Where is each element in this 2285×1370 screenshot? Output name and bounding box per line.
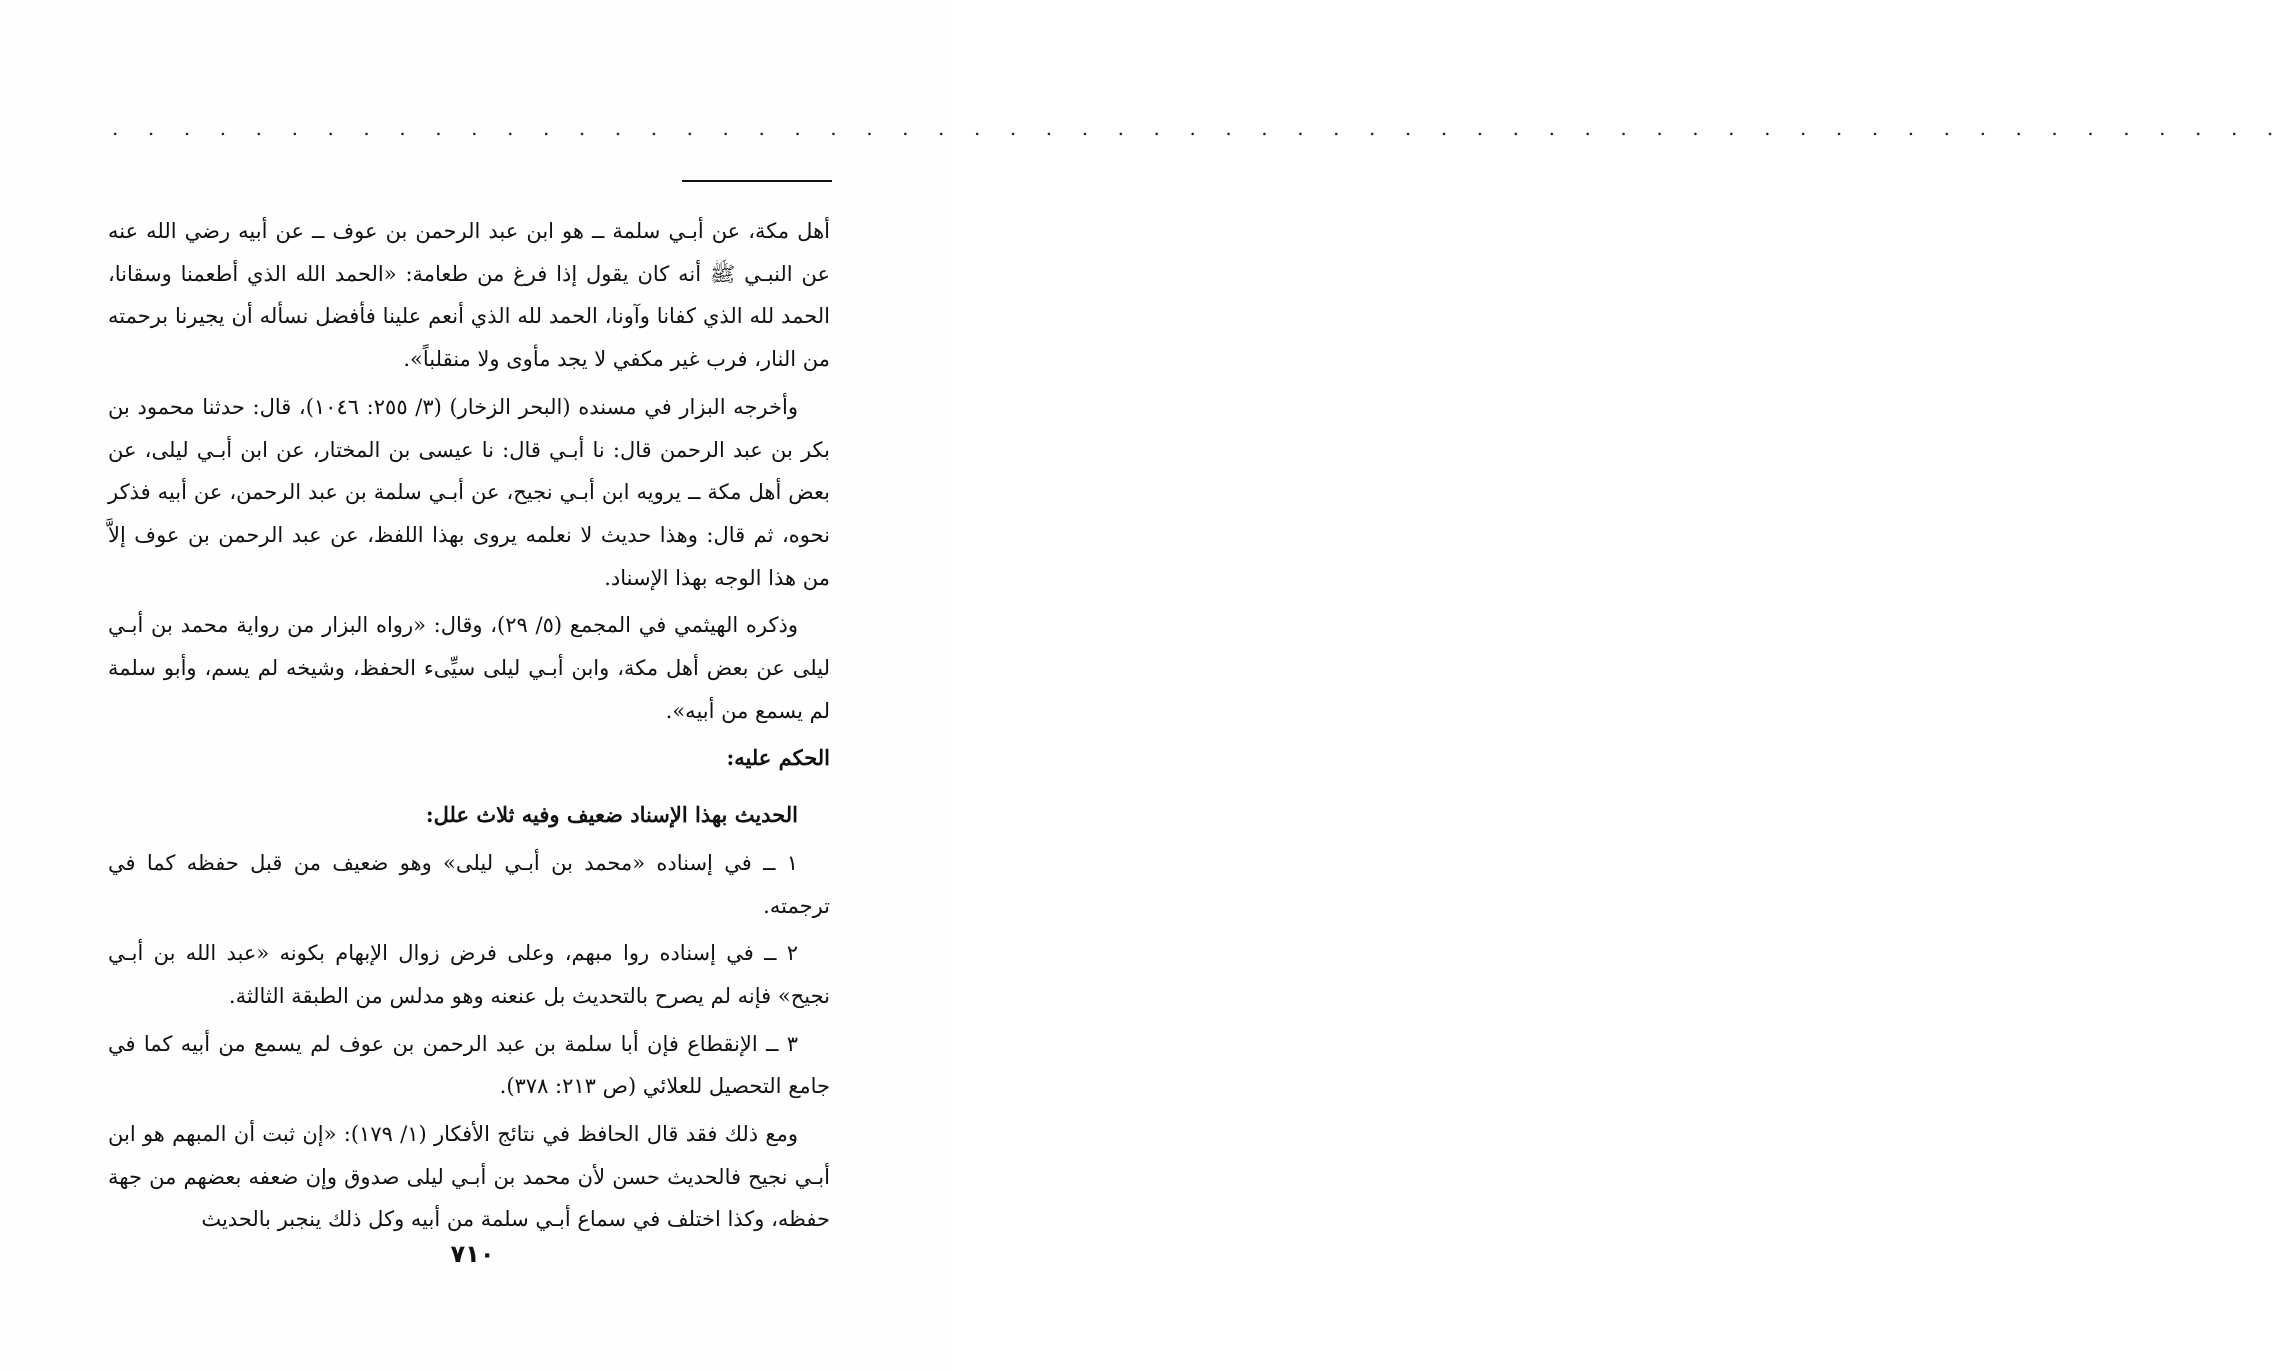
paragraph-hafiz-quote: ومع ذلك فقد قال الحافظ في نتائج الأفكار (١/ ١٧٩): «إن ثبت أن المبهم هو ابن أبـي نجيح فالحديث حسن لأن محمد بن أبـي ليلى صدوق وإن ضعفه بعضهم من جهة حفظه، وكذا اختلف في سماع أبـي سلمة من أبيه وكل ذلك ينجبر بالحديث xyxy=(108,1122,830,1232)
paragraph-haythami: وذكره الهيثمي في المجمع (٥/ ٢٩)، وقال: «رواه البزار من رواية محمد بن أبـي ليلى عن بعض أهل مكة، وابن أبـي ليلى سيِّىء الحفظ، وشيخه لم يسم، وأبو سلمة لم يسمع من أبيه». xyxy=(108,613,830,723)
page-number: ٧١٠ xyxy=(450,1240,495,1268)
page-body xyxy=(108,210,830,1246)
paragraph-hadith-text: أهل مكة، عن أبـي سلمة ــ هو ابن عبد الرحمن بن عوف ــ عن أبيه رضي الله عنه عن النبـي ﷺ أنه كان يقول إذا فرغ من طعامة: «الحمد الله الذي أطعمنا وسقانا، الحمد لله الذي كفانا وآونا، الحمد لله الذي أنعم علينا فأفضل نسأله أن يجيرنا برحمته من النار، فرب غير مكفي لا يجد مأوى ولا منقلباً». xyxy=(108,219,830,372)
paragraph-defect-2: ٢ ــ في إسناده روا مبهم، وعلى فرض زوال الإبهام بكونه «عبد الله بن أبـي نجيح» فإنه لم يصرح بالتحديث بل عنعنه وهو مدلس من الطبقة الثالثة. xyxy=(108,941,830,1008)
paragraph-ruling-summary: الحديث بهذا الإسناد ضعيف وفيه ثلاث علل: xyxy=(425,802,798,828)
heading-ruling: الحكم عليه: xyxy=(726,745,830,771)
paragraph-defect-1: ١ ــ في إسناده «محمد بن أبـي ليلى» وهو ضعيف من قبل حفظه كما في ترجمته. xyxy=(108,850,830,918)
dotted-separator: . . . . . . . . . . . . . . . . . . . . . . . . . . . . . . . . . . . . . . . . . . . . . . . . . . . . . . . . . . . . . xyxy=(112,116,2285,140)
paragraph-defect-3: ٣ ــ الإنقطاع فإن أبا سلمة بن عبد الرحمن بن عوف لم يسمع من أبيه كما في جامع التحصيل للعلائي (ص ٢١٣: ٣٧٨). xyxy=(108,1031,830,1099)
paragraph-bazzar: وأخرجه البزار في مسنده (البحر الزخار) (٣/ ٢٥٥: ١٠٤٦)، قال: حدثنا محمود بن بكر بن عبد الرحمن قال: نا أبـي قال: نا عيسى بن المختار، عن ابن أبـي ليلى، عن بعض أهل مكة ــ يرويه ابن أبـي نجيح، عن أبـي سلمة بن عبد الرحمن، عن أبيه فذكر نحوه، ثم قال: وهذا حديث لا نعلمه يروى بهذا اللفظ، عن عبد الرحمن بن عوف إلاَّ من هذا الوجه بهذا الإسناد. xyxy=(108,394,830,590)
footnote-rule xyxy=(682,180,832,182)
